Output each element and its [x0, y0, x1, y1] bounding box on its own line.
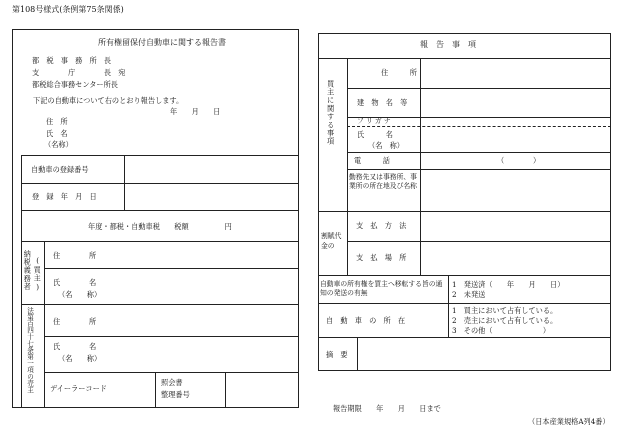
reporter-title-label: （名称）	[44, 140, 73, 149]
col-divider	[448, 275, 449, 337]
col-divider	[155, 372, 156, 408]
summary-label: 摘 要	[326, 350, 348, 359]
row-divider	[21, 210, 299, 211]
row-divider	[347, 241, 611, 242]
dealer-code-label: デイーラーコード	[50, 384, 107, 393]
seller-address-label: 住 所	[53, 317, 97, 326]
reporter-name-label: 氏 名	[46, 129, 68, 138]
col-divider	[420, 58, 421, 275]
notice-option-unsent[interactable]: 2 未発送	[452, 290, 486, 299]
phone-label: 電 話	[354, 156, 390, 165]
reg-number-label: 自動車の登録番号	[31, 165, 89, 174]
row-divider	[318, 337, 611, 338]
furigana-label: フ リ ガ ナ	[357, 117, 391, 125]
payment-place-label: 支 払 場 所	[356, 253, 407, 262]
row-divider	[318, 58, 611, 59]
building-label: 建 物 名 等	[357, 98, 408, 107]
installment-group-label: 割賦代金の	[321, 232, 342, 250]
col-divider	[357, 337, 358, 371]
payer-buyer-label: (買主)	[33, 256, 43, 293]
payer-name-label: 氏 名	[53, 278, 97, 287]
location-option-buyer[interactable]: 1 買主において占有している。	[452, 306, 558, 315]
location-option-other[interactable]: 3 その他（ ）	[452, 326, 551, 335]
row-divider	[21, 304, 299, 305]
paper-size-note: （日本産業規格A列4番）	[528, 417, 610, 426]
ref-number-label-2: 整理番号	[161, 390, 190, 399]
reporter-address-label: 住 所	[46, 117, 68, 126]
row-divider	[318, 275, 611, 276]
report-title: 所有権留保付自動車に関する報告書	[98, 38, 226, 47]
seller-name-label: 氏 名	[53, 342, 97, 351]
buyer-name-label: 氏 名	[357, 130, 393, 139]
row-divider	[318, 303, 611, 304]
report-deadline: 報告期限 年 月 日まで	[333, 404, 441, 413]
col-divider	[347, 58, 348, 275]
tax-line[interactable]: 年度・都税・自動車税 税額 円	[88, 222, 232, 231]
row-divider	[347, 126, 611, 127]
payer-name-sub: （名 称）	[58, 290, 102, 299]
ref-number-label: 照会書	[161, 378, 183, 387]
report-items-header: 報 告 事 項	[420, 40, 476, 49]
row-divider	[21, 183, 299, 184]
notice-label: 自動車の所有権を買主へ移転する旨の通知の発送の有無	[320, 280, 443, 298]
reg-date-label: 登 録 年 月 日	[32, 192, 97, 201]
intro-text: 下記の自動車について右のとおり報告します。	[33, 96, 184, 105]
buyer-address-label: 住 所	[381, 68, 417, 77]
row-divider	[21, 241, 299, 242]
col-divider	[44, 241, 45, 408]
row-divider	[347, 169, 611, 170]
col-divider	[124, 155, 125, 210]
phone-field[interactable]: （ ）	[497, 156, 541, 165]
location-option-seller[interactable]: 2 売主において占有している。	[452, 316, 558, 325]
buyer-group-label: 買主に関する事項	[326, 80, 336, 146]
seller-group-label: 法第百四十七条第一項の売主	[25, 307, 34, 393]
addressee-2: 支 庁 長 宛	[32, 68, 126, 77]
buyer-name-sub: （名 称）	[368, 141, 404, 150]
row-divider	[347, 88, 611, 89]
report-date[interactable]: 年 月 日	[170, 107, 221, 116]
addressee-3: 都税総合事務センター所長	[32, 80, 118, 89]
notice-option-sent[interactable]: 1 発送済（ 年 月 日）	[452, 280, 565, 289]
addressee-1: 都 税 事 務 所 長	[32, 56, 112, 65]
payer-address-label: 住 所	[53, 251, 97, 260]
row-divider	[44, 336, 299, 337]
seller-name-sub: （名 称）	[58, 354, 102, 363]
row-divider	[318, 211, 611, 212]
row-divider	[44, 268, 299, 269]
payer-group-label: 納税義務者	[23, 250, 33, 291]
workplace-label: 勤務先又は事務所、事業所の所在地及び名称	[349, 173, 417, 191]
row-divider	[347, 152, 611, 153]
payment-method-label: 支 払 方 法	[356, 221, 407, 230]
location-label: 自 動 車 の 所 在	[326, 316, 406, 325]
form-number: 第108号様式(条例第75条関係)	[12, 5, 124, 14]
row-divider	[44, 372, 299, 373]
col-divider	[225, 372, 226, 408]
